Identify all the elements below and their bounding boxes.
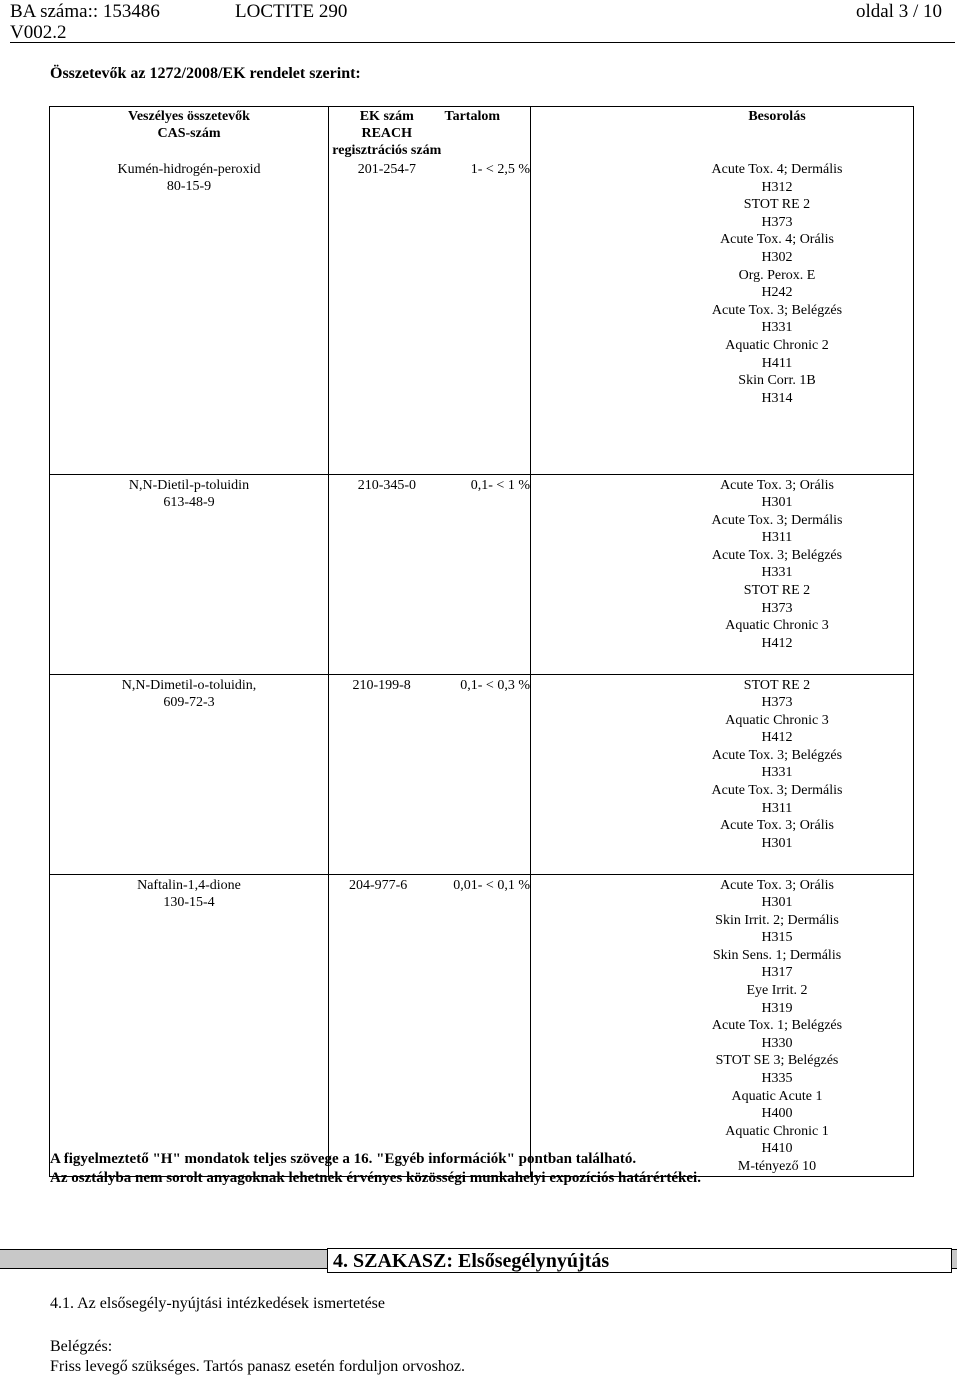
classification-line: Acute Tox. 3; Dermális <box>711 783 843 799</box>
classification-line: STOT RE 2 <box>743 677 811 693</box>
table-row <box>50 674 914 874</box>
classification-line: Acute Tox. 3; Dermális <box>711 512 843 528</box>
classification-line: M-tényező 10 <box>737 1159 817 1174</box>
classification-line: H301 <box>761 895 793 911</box>
classification-line: Acute Tox. 3; Orális <box>720 477 834 493</box>
classification-line: Acute Tox. 4; Orális <box>720 232 834 248</box>
classification-line: Acute Tox. 1; Belégzés <box>711 1018 843 1034</box>
component-name: N,N-Dietil-p-toluidin <box>128 477 250 493</box>
table-header-row <box>50 107 914 160</box>
header-ek-content: EK szám REACH regisztrációs szám Tartalom <box>329 107 531 160</box>
page-header <box>10 0 955 44</box>
product-name: LOCTITE 290 <box>235 1 348 22</box>
classification-line: Aquatic Chronic 2 <box>725 337 829 353</box>
classification-line: Acute Tox. 3; Belégzés <box>711 302 843 318</box>
note-h-statements: A figyelmeztető "H" mondatok teljes szövege a 16. "Egyéb információk" pontban található. <box>50 1151 637 1167</box>
classification-line: H301 <box>761 495 793 511</box>
table-row <box>50 159 914 474</box>
ba-number: BA száma:: 153486 <box>10 1 160 22</box>
page-number: oldal 3 / 10 <box>855 1 942 22</box>
component-cell <box>50 874 329 1176</box>
ek-content-cell <box>329 674 531 874</box>
classification-line: H311 <box>761 530 793 546</box>
header-content: Tartalom <box>444 109 500 124</box>
classification-line: STOT RE 2 <box>743 583 811 599</box>
cas-number: 613-48-9 <box>163 494 215 510</box>
classification-line: Acute Tox. 3; Belégzés <box>711 747 843 763</box>
version: V002.2 <box>10 22 67 43</box>
notes <box>50 1150 701 1188</box>
classification-line: H412 <box>761 730 793 746</box>
classification-line: STOT SE 3; Belégzés <box>715 1053 839 1069</box>
classification-line: H335 <box>761 1071 793 1087</box>
cas-number: 80-15-9 <box>166 179 212 194</box>
classification-line: H331 <box>761 765 793 781</box>
classification-line: H319 <box>761 1000 793 1016</box>
ek-number: 210-199-8 <box>352 677 411 693</box>
component-name: Naftalin-1,4-dione <box>137 877 241 893</box>
header-divider <box>10 42 955 43</box>
classification-line: Org. Perox. E <box>738 267 816 283</box>
component-cell <box>50 674 329 874</box>
classification-line: Aquatic Chronic 1 <box>725 1123 829 1139</box>
inhalation-label: Belégzés: <box>50 1338 113 1355</box>
classification-line: H301 <box>761 835 793 851</box>
content-range: 0,1- < 0,3 % <box>460 677 530 693</box>
classification-line: Acute Tox. 4; Dermális <box>711 162 843 177</box>
component-cell <box>50 474 329 674</box>
classification-line: Aquatic Chronic 3 <box>725 712 829 728</box>
classification-line: Acute Tox. 3; Orális <box>720 877 834 893</box>
ek-content-cell <box>329 874 531 1176</box>
content-range: 0,1- < 1 % <box>470 477 530 493</box>
header-hazardous-components: Veszélyes összetevők CAS-szám <box>50 107 329 160</box>
ek-number: 210-345-0 <box>357 477 417 493</box>
classification-line: H373 <box>761 600 793 616</box>
classification-line: Skin Corr. 1B <box>738 373 816 389</box>
classification-line: H312 <box>761 179 793 195</box>
inhalation-text: Friss levegő szükséges. Tartós panasz esetén forduljon orvoshoz. <box>50 1358 465 1375</box>
classification-line: H311 <box>761 800 793 816</box>
classification-line: Acute Tox. 3; Belégzés <box>711 547 843 563</box>
classification-line: H373 <box>761 695 793 711</box>
ek-number: 201-254-7 <box>357 162 417 177</box>
header-classification: Besorolás <box>531 107 914 160</box>
ek-content-cell <box>329 474 531 674</box>
classification-line: H302 <box>761 249 793 265</box>
classification-line: H410 <box>761 1141 793 1157</box>
classification-line: Skin Irrit. 2; Dermális <box>715 912 839 928</box>
classification-line: Aquatic Acute 1 <box>731 1088 823 1104</box>
ek-number: 204-977-6 <box>348 877 408 893</box>
component-cell <box>50 159 329 474</box>
section4-title: 4. SZAKASZ: Elsősegélynyújtás <box>333 1250 610 1272</box>
classification-line: Aquatic Chronic 3 <box>725 618 829 634</box>
content-range: 1- < 2,5 % <box>470 162 530 177</box>
classification-line: H242 <box>761 285 793 301</box>
table-row <box>50 874 914 1176</box>
classification-cell <box>531 674 914 874</box>
content-range: 0,01- < 0,1 % <box>453 877 530 893</box>
classification-line: Eye Irrit. 2 <box>746 983 808 999</box>
cas-number: 609-72-3 <box>163 694 215 710</box>
classification-line: H331 <box>761 565 793 581</box>
classification-line: H314 <box>761 390 793 406</box>
cas-number: 130-15-4 <box>163 894 215 910</box>
note-exposure-limits: Az osztályba nem sorolt anyagoknak lehetnek érvényes közösségi munkahelyi expozíciós határértékei. <box>50 1170 701 1186</box>
classification-line: H412 <box>761 635 793 651</box>
classification-line: H315 <box>761 930 793 946</box>
classification-line: H317 <box>761 965 793 981</box>
component-name: N,N-Dimetil-o-toluidin, <box>121 677 257 693</box>
components-table <box>49 106 914 1177</box>
classification-cell <box>531 474 914 674</box>
component-name: Kumén-hidrogén-peroxid <box>117 162 261 177</box>
classification-line: H411 <box>761 355 793 371</box>
ek-content-cell <box>329 159 531 474</box>
classification-line: Skin Sens. 1; Dermális <box>712 947 842 963</box>
classification-line: H373 <box>761 214 793 230</box>
classification-cell <box>531 874 914 1176</box>
classification-line: STOT RE 2 <box>743 197 811 213</box>
classification-line: Acute Tox. 3; Orális <box>720 818 834 834</box>
classification-line: H330 <box>761 1035 793 1051</box>
section-title: Összetevők az 1272/2008/EK rendelet szerint: <box>50 65 361 82</box>
classification-line: H331 <box>761 320 793 336</box>
subsection-4-1-heading: 4.1. Az elsősegély-nyújtási intézkedések ismertetése <box>50 1295 386 1312</box>
classification-cell <box>531 159 914 474</box>
classification-line: H400 <box>761 1106 793 1122</box>
table-row <box>50 474 914 674</box>
